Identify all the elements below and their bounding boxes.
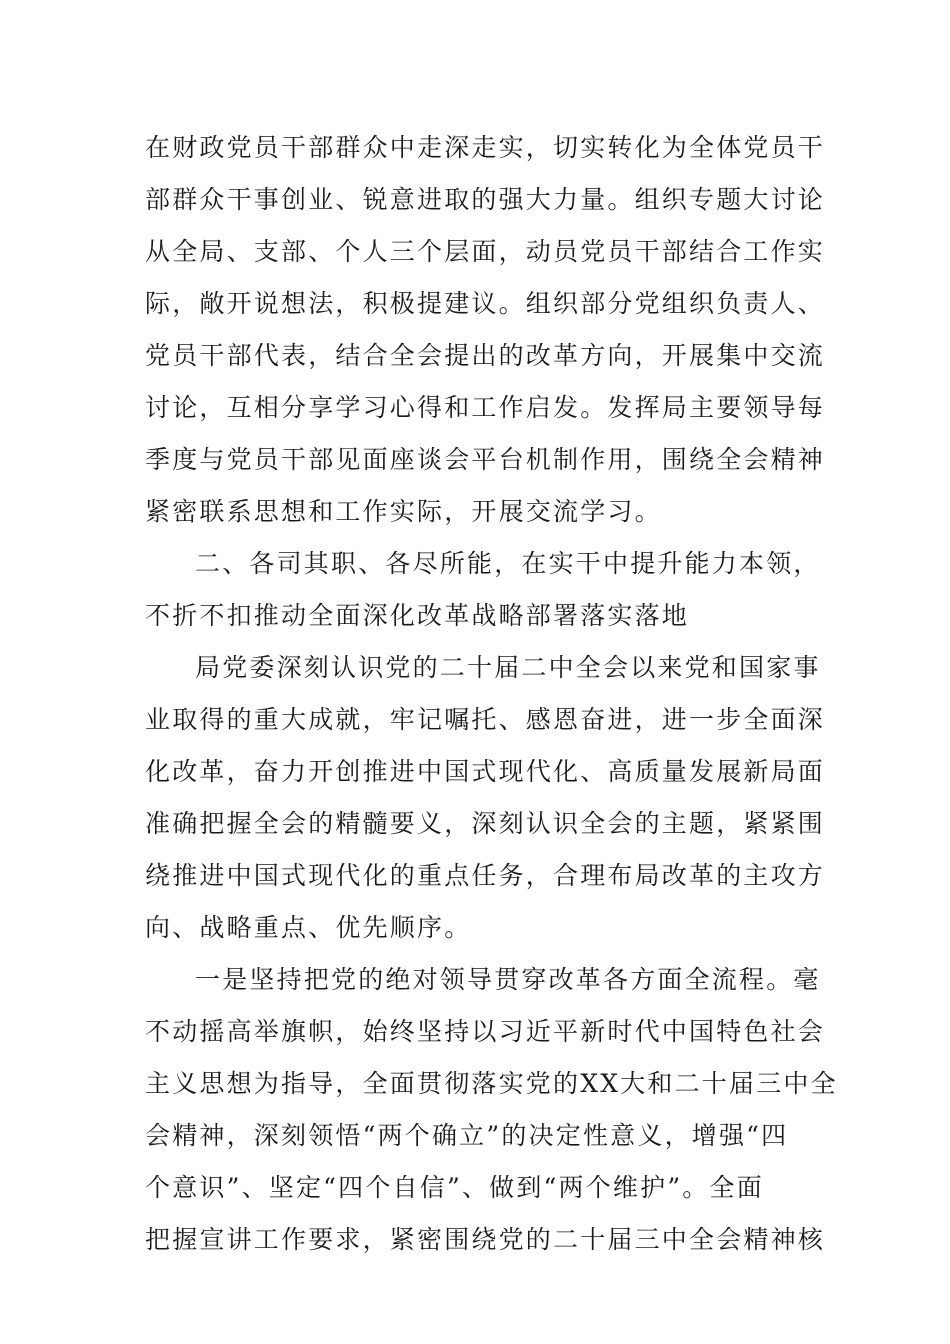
- text-line: 局党委深刻认识党的二十届二中全会以来党和国家事: [195, 653, 821, 682]
- text-line: 季度与党员干部见面座谈会平台机制作用，围绕全会精神: [145, 445, 826, 474]
- section-heading-line: 二、各司其职、各尽所能，在实干中提升能力本领，: [195, 549, 821, 578]
- section-heading-line: 不折不扣推动全面深化改革战略部署落实落地: [145, 601, 690, 630]
- text-line: 向、战略重点、优先顺序。: [145, 913, 472, 942]
- text-line: 讨论，互相分享学习心得和工作启发。发挥局主要领导每: [145, 393, 826, 422]
- text-line: 际，敞开说想法，积极提建议。组织部分党组织负责人、: [145, 289, 826, 318]
- text-line: 把握宣讲工作要求，紧密围绕党的二十届三中全会精神核: [145, 1225, 826, 1254]
- text-line: 主义思想为指导，全面贯彻落实党的XX大和二十届三中全: [145, 1069, 838, 1098]
- text-line: 在财政党员干部群众中走深走实，切实转化为全体党员干: [145, 133, 826, 162]
- text-line: 党员干部代表，结合全会提出的改革方向，开展集中交流: [145, 341, 826, 370]
- text-line: 化改革，奋力开创推进中国式现代化、高质量发展新局面: [145, 757, 826, 786]
- text-line: 从全局、支部、个人三个层面，动员党员干部结合工作实: [145, 237, 826, 266]
- text-line: 一是坚持把党的绝对领导贯穿改革各方面全流程。毫: [195, 965, 821, 994]
- text-line: 准确把握全会的精髓要义，深刻认识全会的主题，紧紧围: [145, 809, 826, 838]
- text-line: 绕推进中国式现代化的重点任务，合理布局改革的主攻方: [145, 861, 826, 890]
- text-line: 紧密联系思想和工作实际，开展交流学习。: [145, 497, 662, 526]
- text-line: 业取得的重大成就，牢记嘱托、感恩奋进，进一步全面深: [145, 705, 826, 734]
- text-line: 会精神，深刻领悟“两个确立”的决定性意义，增强“四: [145, 1121, 789, 1150]
- text-line: 部群众干事创业、锐意进取的强大力量。组织专题大讨论: [145, 185, 826, 214]
- text-line: 不动摇高举旗帜，始终坚持以习近平新时代中国特色社会: [145, 1017, 826, 1046]
- text-line: 个意识”、坚定“四个自信”、做到“两个维护”。全面: [145, 1173, 764, 1202]
